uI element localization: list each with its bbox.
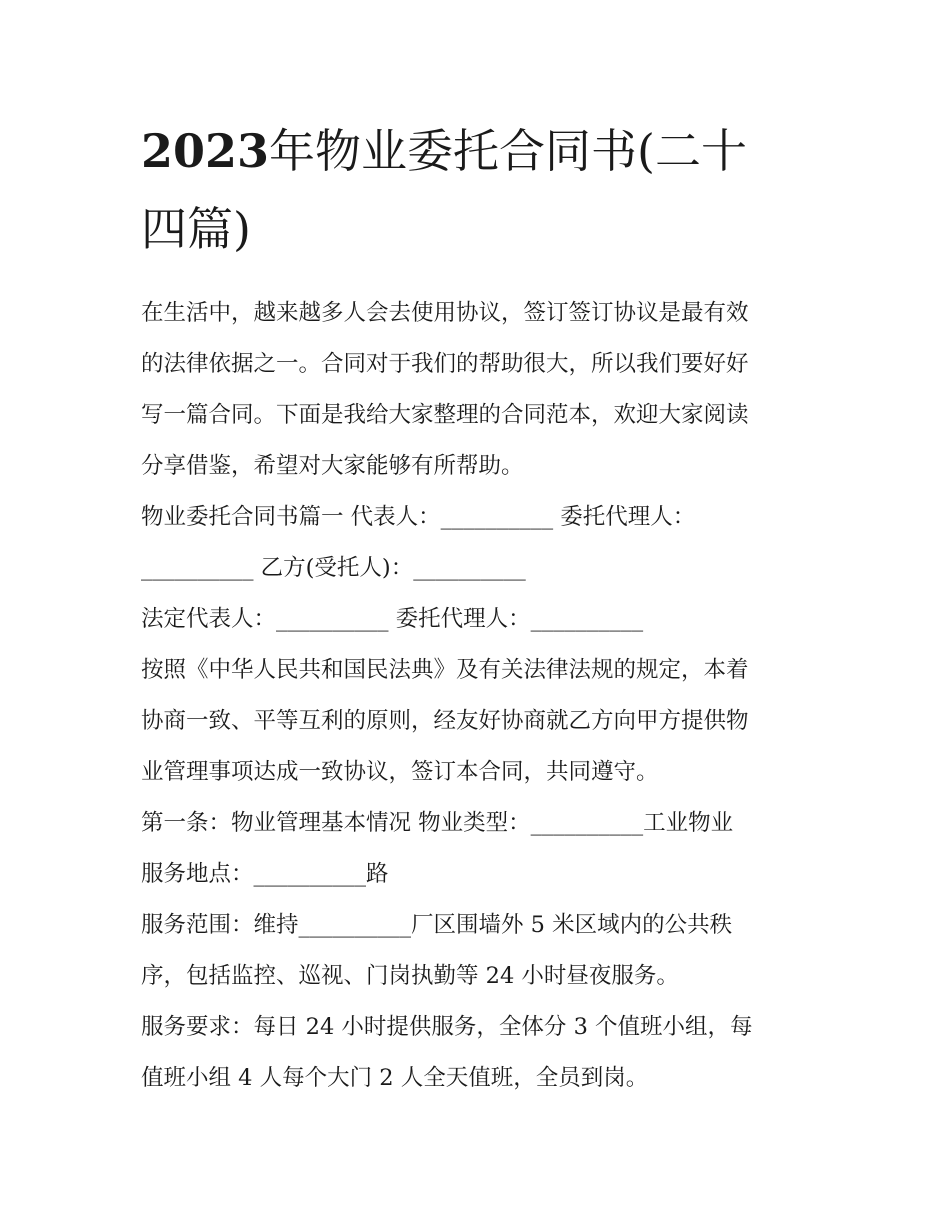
title-text: 年物业委托合同书(二十 (269, 124, 747, 178)
party-b-paragraph (141, 594, 813, 645)
document-page (141, 112, 813, 1104)
intro-paragraph (141, 288, 813, 492)
text-line: 写一篇合同。下面是我给大家整理的合同范本，欢迎大家阅读 (141, 402, 749, 428)
title-line-1 (141, 112, 813, 190)
document-title (141, 112, 813, 268)
document-body (141, 288, 813, 1104)
scope-paragraph (141, 900, 813, 1002)
text-line: 按照《中华人民共和国民法典》及有关法律法规的规定，本着 (141, 657, 749, 683)
title-line-2: 四篇) (141, 202, 251, 256)
text-line: 分享借鉴，希望对大家能够有所帮助。 (141, 453, 524, 479)
text-line: 服务要求：每日 24 小时提供服务，全体分 3 个值班小组，每 (141, 1014, 753, 1040)
title-year: 2023 (141, 124, 270, 178)
requirements-paragraph (141, 1002, 813, 1104)
text-line: 业管理事项达成一致协议，签订本合同，共同遵守。 (141, 759, 659, 785)
party-a-paragraph (141, 492, 813, 594)
location-paragraph (141, 849, 813, 900)
text-line: 物业委托合同书篇一 代表人：__________ 委托代理人： (141, 504, 696, 530)
text-line: 第一条：物业管理基本情况 物业类型：__________工业物业 (141, 810, 734, 836)
preamble-paragraph (141, 645, 813, 798)
text-line: 服务地点：__________路 (141, 861, 389, 887)
text-line: 协商一致、平等互利的原则，经友好协商就乙方向甲方提供物 (141, 708, 749, 734)
article-1-paragraph (141, 798, 813, 849)
text-line: 值班小组 4 人每个大门 2 人全天值班，全员到岗。 (141, 1065, 649, 1091)
text-line: 的法律依据之一。合同对于我们的帮助很大，所以我们要好好 (141, 351, 749, 377)
text-line: 法定代表人：__________ 委托代理人：__________ (141, 606, 644, 632)
text-line: 序，包括监控、巡视、门岗执勤等 24 小时昼夜服务。 (141, 963, 679, 989)
text-line: 在生活中，越来越多人会去使用协议，签订签订协议是最有效 (141, 300, 749, 326)
text-line: 服务范围：维持__________厂区围墙外 5 米区域内的公共秩 (141, 912, 733, 938)
text-line: __________ 乙方(受托人)：__________ (141, 555, 526, 581)
